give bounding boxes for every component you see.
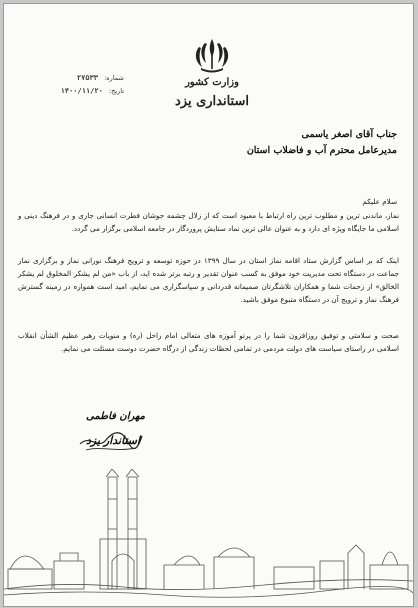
addressee-title: مدیرعامل محترم آب و فاضلاب استان [246,145,397,156]
iran-emblem-icon [191,37,233,73]
signatory-name: مهران فاطمی [86,411,145,422]
signatory-title: استاندار یزد [86,434,141,447]
date-value: ۱۴۰۰/۱۱/۲۰ [60,87,103,95]
governorate-name: استانداری یزد [174,94,249,109]
paragraph-1: نماز، ماندنی ترین و مطلوب ترین راه ارتباط با معبود است که از زلال چشمه جوشان فطرت انسانی جاری و در فرهنگ دینی و اسلامی ما جایگاه ویژه ای دارد و به عنوان عالی ترین نماد ستایش پروردگار در جامعه اسلامی برگزار می گردد. [18,211,399,233]
paragraph-2: اینک که بر اساس گزارش ستاد اقامه نماز استان در سال ۱۳۹۹ در حوزه توسعه و ترویج فرهنگ نورانی نماز و برگزاری نماز جماعت در دستگاه تحت مدیریت خود موفق به کسب عنوان تقدیر و رتبه برتر شده اید، از باب «من لم یشکر المخلوق لم یشکر الخالق» از زحمات شما و همکاران تلاشگرتان صمیمانه قدردانی و سپاسگزاری می نمایم، امید است همواره در زمینه گسترش فرهنگ نماز و ترویج آن در دستگاه متبوع موفق باشید. [18,256,399,304]
yazd-skyline-illustration [4,469,413,606]
date-label: تاریخ: [108,87,124,95]
number-label: شماره: [104,74,124,82]
letter-date [14,87,124,95]
letter-sheet [3,3,414,607]
letter-number [14,74,124,82]
greeting: سلام علیکم [362,197,397,206]
paragraph-3: صحت و سلامتی و توفیق روزافزون شما را در پرتو آموزه های متعالی امام راحل (ره) و منویات رهبر عظیم الشأن انقلاب اسلامی در راستای سیاست های دولت مردمی در تمامی لحظات زندگی از درگاه حضرت دوست مسئلت می نمایم. [18,331,399,353]
addressee-name: جناب آقای اصغر یاسمی [301,129,397,140]
ministry-name: وزارت کشور [185,77,239,88]
number-value: ۲۷۵۳۳ [76,74,98,82]
